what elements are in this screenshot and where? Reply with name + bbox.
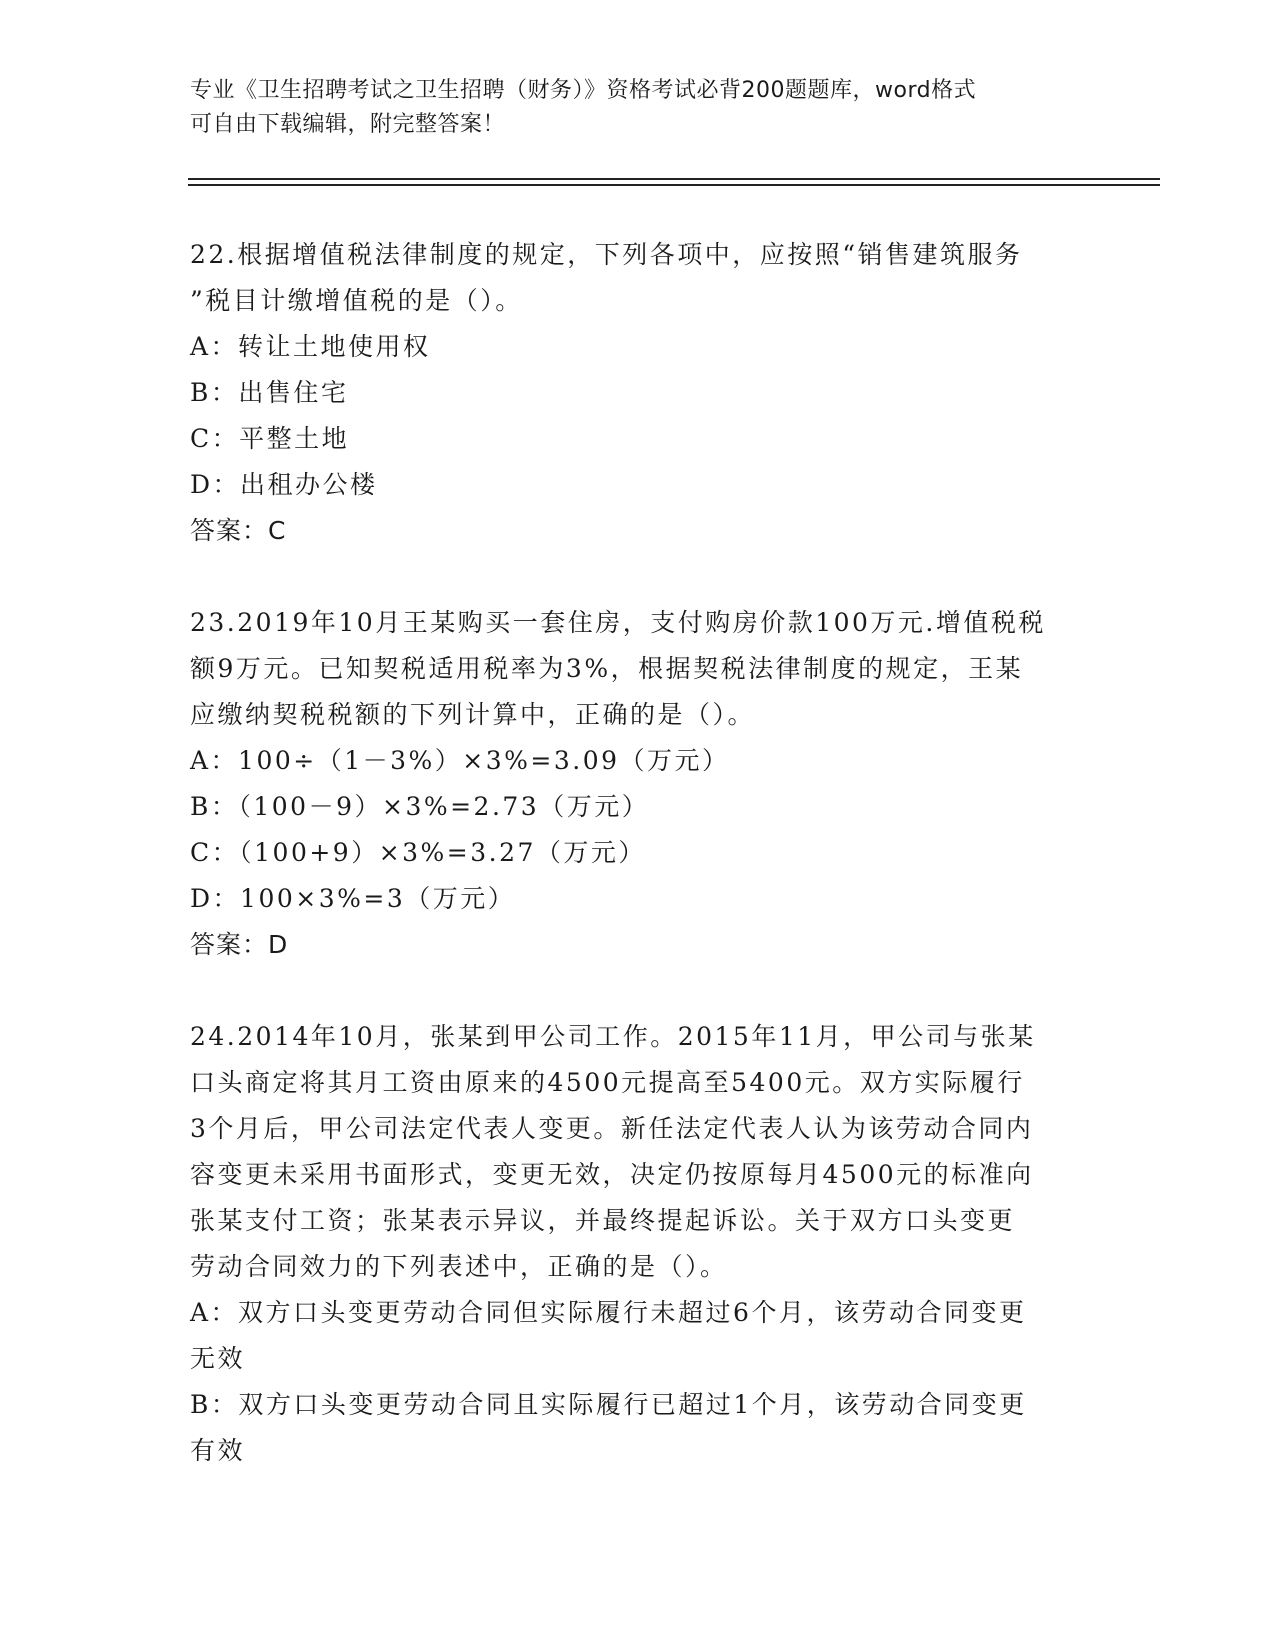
question-stem-line: 3个月后，甲公司法定代表人变更。新任法定代表人认为该劳动合同内 [190,1114,1034,1143]
question-stem-line: 额9万元。已知契税适用税率为3%，根据契税法律制度的规定，王某 [190,654,1024,683]
question-stem-line: 容变更未采用书面形式，变更无效，决定仍按原每月4500元的标准向 [190,1160,1034,1189]
header-divider-bottom [188,184,1160,186]
option-b-continued: 有效 [190,1436,246,1465]
answer: 答案：D [190,930,289,959]
option-d: D：100×3%=3（万元） [190,884,516,913]
question-stem-line: 应缴纳契税税额的下列计算中，正确的是（）。 [190,700,756,729]
question-spacer [190,968,1090,1014]
document-header [190,74,1090,142]
option-b: B：（100－9）×3%=2.73（万元） [190,792,650,821]
question-stem-line: 劳动合同效力的下列表述中，正确的是（）。 [190,1252,728,1281]
header-divider-top [188,178,1160,180]
option-b: B：出售住宅 [190,378,349,407]
question-stem-line: 张某支付工资；张某表示异议，并最终提起诉讼。关于双方口头变更 [190,1206,1016,1235]
question-stem-line: 口头商定将其月工资由原来的4500元提高至5400元。双方实际履行 [190,1068,1025,1097]
answer: 答案：C [190,516,287,545]
header-line-2: 可自由下载编辑，附完整答案！ [190,112,506,137]
question-spacer [190,554,1090,600]
question-list [190,232,1090,1474]
question-22 [190,232,1090,554]
option-a: A：双方口头变更劳动合同但实际履行未超过6个月，该劳动合同变更 [190,1298,1027,1327]
option-c: C：（100+9）×3%=3.27（万元） [190,838,646,867]
option-b: B：双方口头变更劳动合同且实际履行已超过1个月，该劳动合同变更 [190,1390,1027,1419]
question-stem-line: 23.2019年10月王某购买一套住房，支付购房价款100万元.增值税税 [190,608,1046,637]
question-24 [190,1014,1090,1474]
question-23 [190,600,1090,968]
option-c: C：平整土地 [190,424,350,453]
question-stem-line: ”税目计缴增值税的是（）。 [190,286,523,315]
question-stem-line: 24.2014年10月，张某到甲公司工作。2015年11月，甲公司与张某 [190,1022,1036,1051]
option-a: A：转让土地使用权 [190,332,431,361]
question-stem-line: 22.根据增值税法律制度的规定，下列各项中，应按照“销售建筑服务 [190,240,1023,269]
header-line-1: 专业《卫生招聘考试之卫生招聘（财务）》资格考试必背200题题库，word格式 [190,78,977,103]
option-d: D：出租办公楼 [190,470,378,499]
option-a: A：100÷（1－3%）×3%=3.09（万元） [190,746,730,775]
option-a-continued: 无效 [190,1344,246,1373]
